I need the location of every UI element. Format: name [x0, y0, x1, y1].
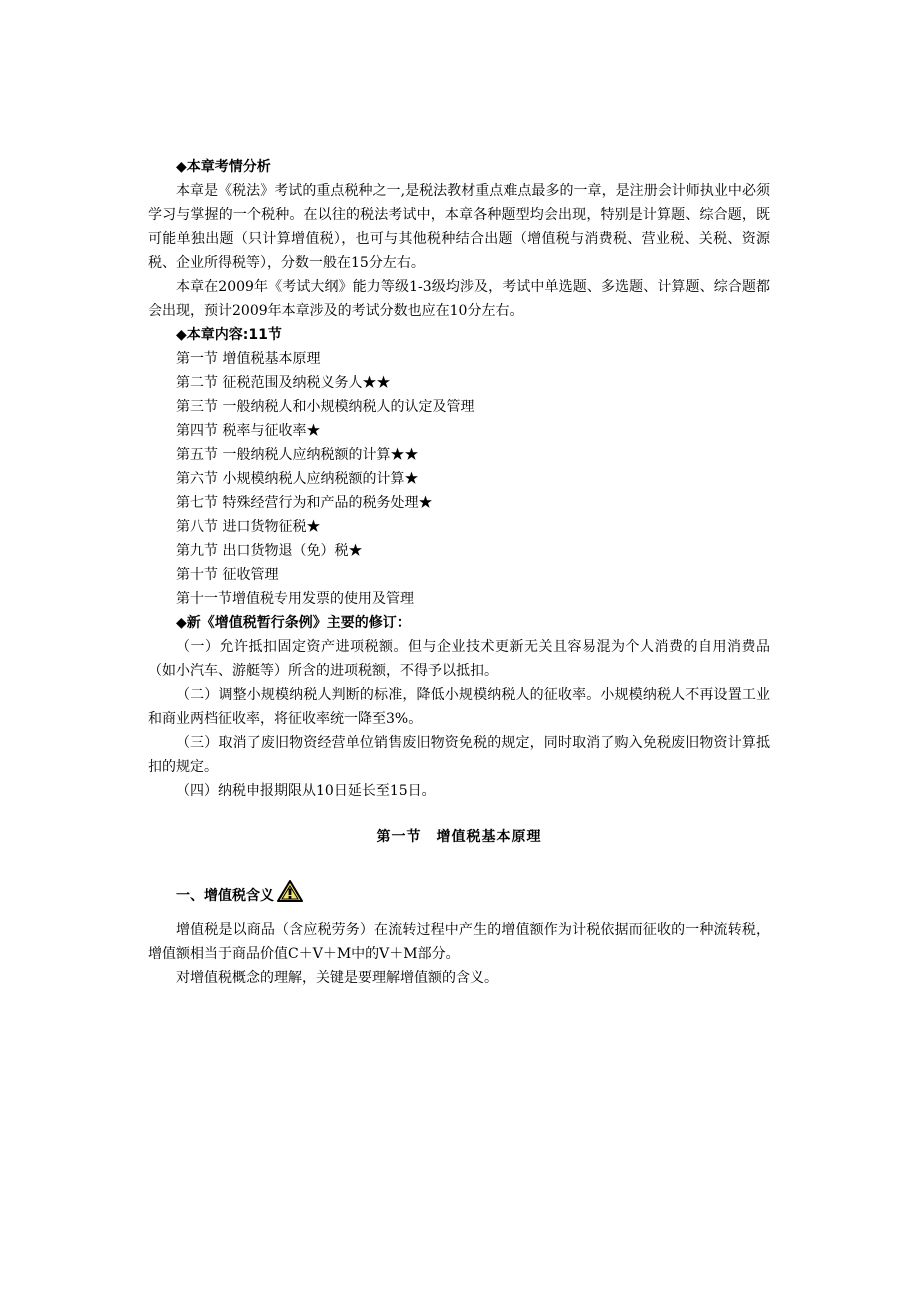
revision-item-2: （二）调整小规模纳税人判断的标准，降低小规模纳税人的征收率。小规模纳税人不再设置工业和商业两档征收率，将征收率统一降至3%。 — [148, 687, 770, 727]
contents-item: 第八节 进口货物征税★ — [176, 519, 321, 535]
contents-item: 第六节 小规模纳税人应纳税额的计算★ — [176, 471, 419, 487]
warning-triangle-icon — [276, 879, 304, 914]
analysis-heading: ◆本章考情分析 — [176, 159, 271, 175]
contents-heading: ◆本章内容:11节 — [176, 327, 282, 343]
analysis-paragraph-1: 本章是《税法》考试的重点税种之一,是税法教材重点难点最多的一章，是注册会计师执业中必须学习与掌握的一个税种。在以往的税法考试中，本章各种题型均会出现，特别是计算题、综合题，既可能单独出题（只计算增值税），也可与其他税种结合出题（增值税与消费税、营业税、关税、资源税、企业所得税等），分数一般在15分左右。 — [148, 183, 770, 271]
contents-item: 第四节 税率与征收率★ — [176, 423, 321, 439]
section-title: 第一节 增值税基本原理 — [376, 829, 542, 845]
revision-item-3: （三）取消了废旧物资经营单位销售废旧物资免税的规定，同时取消了购入免税废旧物资计算抵扣的规定。 — [148, 735, 770, 775]
contents-item: 第十一节增值税专用发票的使用及管理 — [176, 591, 414, 607]
contents-item: 第七节 特殊经营行为和产品的税务处理★ — [176, 495, 433, 511]
part1-heading-text: 一、增值税含义 — [176, 888, 274, 904]
contents-item: 第十节 征收管理 — [176, 567, 279, 583]
document-page — [148, 155, 770, 990]
contents-item: 第三节 一般纳税人和小规模纳税人的认定及管理 — [176, 399, 475, 415]
revision-item-1: （一）允许抵扣固定资产进项税额。但与企业技术更新无关且容易混为个人消费的自用消费品（如小汽车、游艇等）所含的进项税额，不得予以抵扣。 — [148, 639, 770, 679]
contents-item: 第一节 增值税基本原理 — [176, 351, 321, 367]
analysis-paragraph-2: 本章在2009年《考试大纲》能力等级1-3级均涉及，考试中单选题、多选题、计算题、综合题都会出现，预计2009年本章涉及的考试分数也应在10分左右。 — [148, 279, 770, 319]
part1-heading — [148, 879, 770, 914]
revisions-heading: ◆新《增值税暂行条例》主要的修订： — [176, 615, 411, 631]
contents-item: 第二节 征税范围及纳税义务人★★ — [176, 375, 391, 391]
contents-item: 第九节 出口货物退（免）税★ — [176, 543, 363, 559]
part1-paragraph-1: 增值税是以商品（含应税劳务）在流转过程中产生的增值额作为计税依据而征收的一种流转税，增值额相当于商品价值C＋V＋M中的V＋M部分。 — [148, 922, 770, 962]
revision-item-4: （四）纳税申报期限从10日延长至15日。 — [176, 783, 436, 799]
part1-paragraph-2: 对增值税概念的理解，关键是要理解增值额的含义。 — [176, 970, 498, 986]
contents-item: 第五节 一般纳税人应纳税额的计算★★ — [176, 447, 419, 463]
